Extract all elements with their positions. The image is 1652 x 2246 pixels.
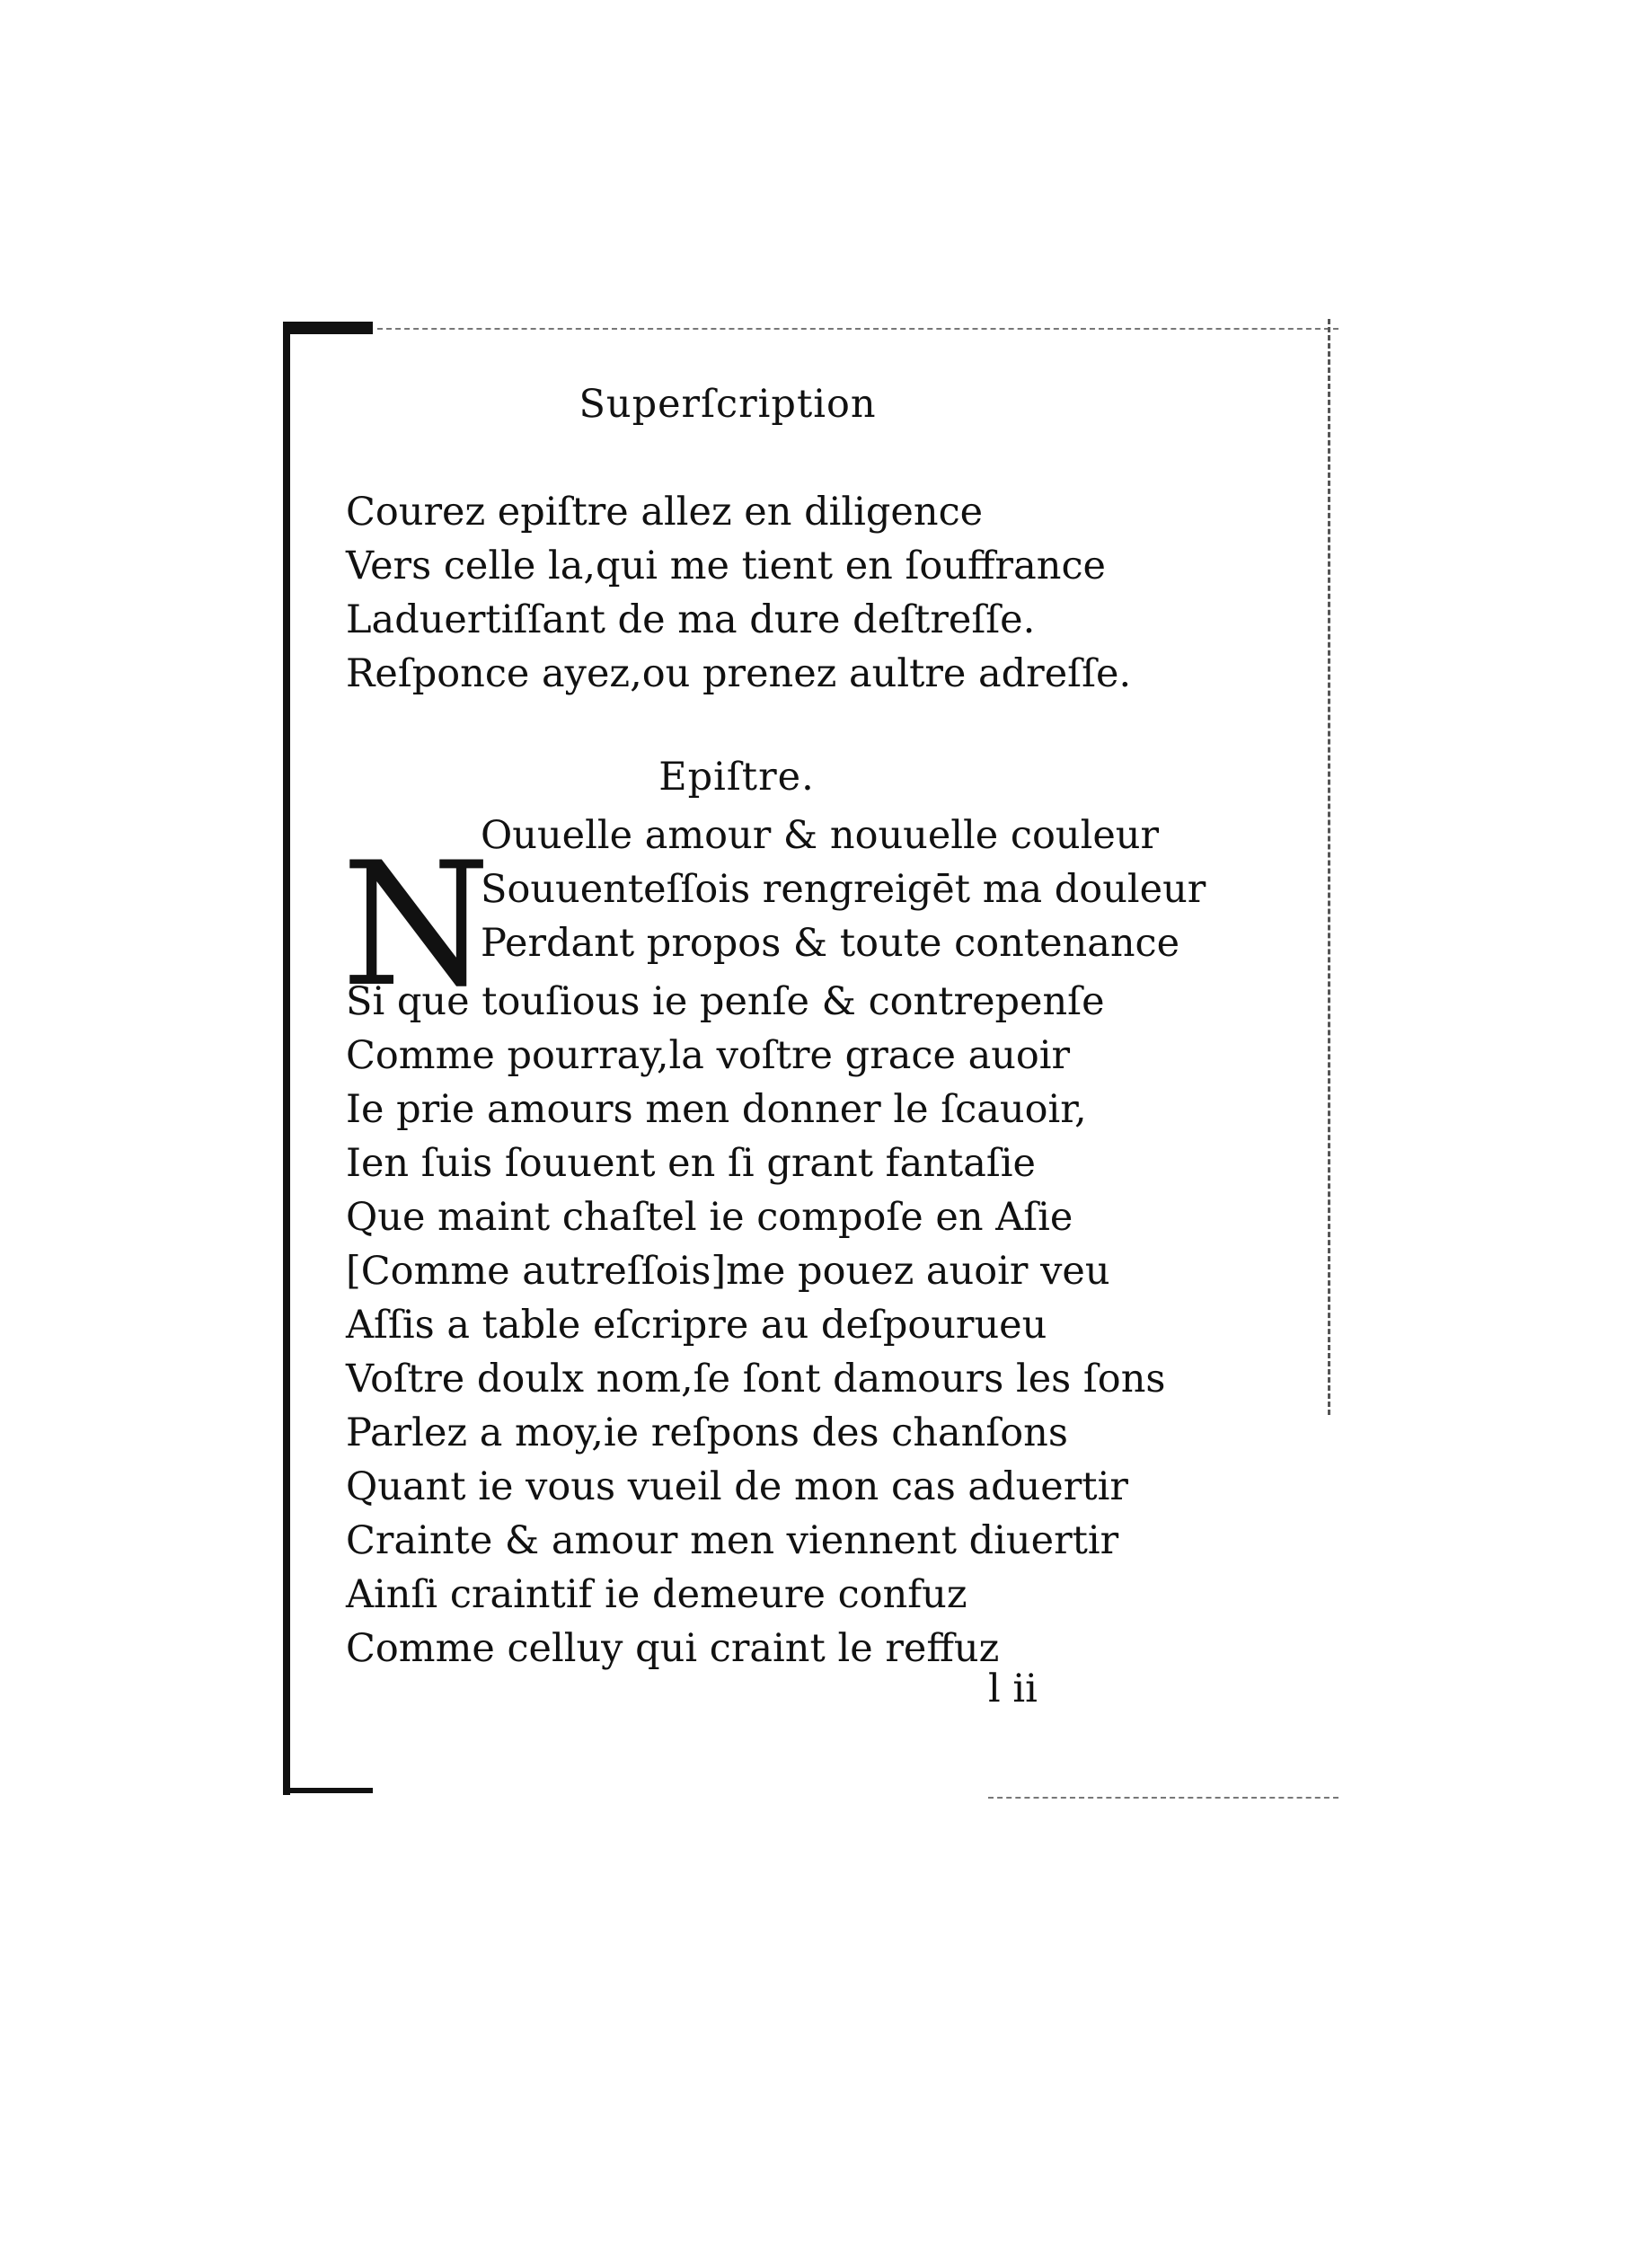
superscription-line: Vers celle la,qui me tient en ſouffrance <box>346 544 1106 588</box>
superscription-line: Reſponce ayez,ou prenez aultre adreſſe. <box>346 651 1132 696</box>
epistre-line: Crainte & amour men viennent diuertir <box>346 1518 1119 1563</box>
bottom-edge-line <box>988 1797 1338 1799</box>
epistre-line: Ie prie amours men donner le ſcauoir, <box>346 1087 1087 1132</box>
epistre-line: Perdant propos & toute contenance <box>481 921 1180 966</box>
left-margin-rule <box>283 322 290 1795</box>
superscription-line: Courez epiſtre allez en diligence <box>346 490 984 535</box>
epistre-line: Comme pourray,la voſtre grace auoir <box>346 1033 1071 1078</box>
epistre-line: [Comme autreſſois]me pouez auoir veu <box>346 1249 1110 1294</box>
bottom-left-rule <box>283 1788 373 1793</box>
top-edge-line <box>377 328 1338 330</box>
epistre-line: Parlez a moy,ie reſpons des chanſons <box>346 1410 1068 1455</box>
signature-mark: l ii <box>988 1667 1038 1711</box>
epistre-title: Epiſtre. <box>658 755 815 800</box>
top-left-rule <box>283 322 373 334</box>
epistre-line: Ouuelle amour & nouuelle couleur <box>481 813 1160 858</box>
epistre-line: Quant ie vous vueil de mon cas aduertir <box>346 1464 1128 1509</box>
superscription-title: Superſcription <box>579 382 877 427</box>
epistre-line: Ien ſuis ſouuent en ſi grant fantaſie <box>346 1141 1036 1186</box>
epistre-line: Comme celluy qui craint le reffuz <box>346 1626 1000 1671</box>
superscription-line: Laduertiſſant de ma dure deſtreſſe. <box>346 597 1036 642</box>
epistre-line: Voſtre doulx nom,ſe ſont damours les ſons <box>346 1357 1166 1402</box>
epistre-line: Aſſis a table eſcripre au deſpourueu <box>346 1303 1047 1348</box>
drop-cap-letter: N <box>341 826 491 1024</box>
epistre-line: Ainſi craintif ie demeure confuz <box>346 1572 967 1617</box>
epistre-line: Si que touſious ie penſe & contrepenſe <box>346 979 1105 1024</box>
epistre-line: Que maint chaſtel ie compoſe en Aſie <box>346 1195 1073 1240</box>
right-page-edge <box>1328 319 1330 1415</box>
epistre-line: Souuenteſſois rengreigēt ma douleur <box>481 867 1206 912</box>
